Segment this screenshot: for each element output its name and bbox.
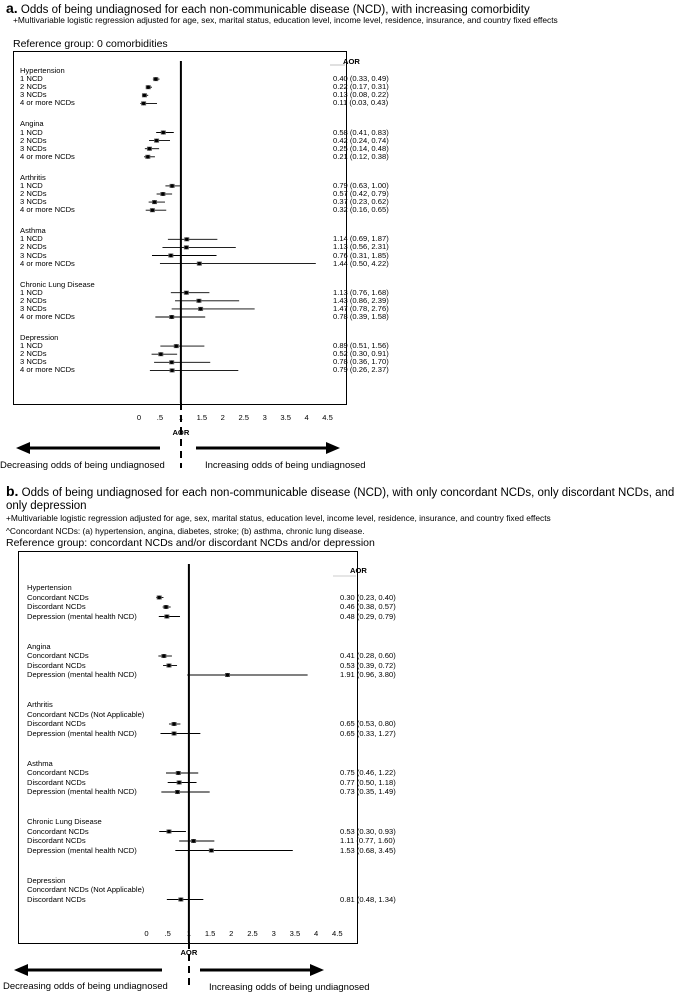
panel-b-row-label: Discordant NCDs [27,777,86,787]
panel-b-group-label: Chronic Lung Disease [27,817,102,826]
panel-a-tick-label: 3 [262,413,267,422]
panel-b-row-label: Discordant NCDs [27,719,86,728]
panel-a-row-label: 2 NCDs [20,242,47,252]
panel-a-title: a. Odds of being undiagnosed for each non-communicable disease (NCD), with increasing comorbidity [6,0,530,16]
panel-a-point-estimate [161,192,164,195]
panel-a-row-aor-value: 0.22 (0.17, 0.31) [333,82,389,92]
panel-b-left-arrow-head [14,964,28,976]
panel-a-group-label: Asthma [20,226,46,236]
panel-a-tick-label: 0 [136,413,142,422]
panel-a-row-aor-value: 0.32 (0.16, 0.65) [333,205,389,215]
panel-a-row-aor-value: 0.89 (0.51, 1.56) [333,341,389,351]
panel-b-row-aor-value: 0.75 (0.46, 1.22) [340,768,396,777]
panel-a-point-estimate [142,102,145,105]
panel-a-row-label: 2 NCDs [20,189,47,198]
panel-b-row-aor-value: 0.41 (0.28, 0.60) [340,651,396,660]
panel-a-row-aor-value: 1.13 (0.76, 1.68) [333,287,389,297]
panel-b-row-label: Concordant NCDs (Not Applicable) [27,709,145,719]
panel-b-point-estimate [162,654,165,657]
panel-b-row-label: Depression (mental health NCD) [27,728,137,738]
panel-b-row-label: Concordant NCDs [27,651,89,660]
panel-b-group-label: Arthritis [27,700,53,709]
panel-b-row-label: Discordant NCDs [27,836,86,845]
panel-a-row-label: 2 NCDs [20,349,47,359]
panel-b-group-label: Asthma [27,758,53,768]
panel-a-group-label: Angina [20,119,44,129]
panel-b-group-label: Angina [27,641,51,651]
panel-a-point-estimate [185,291,188,294]
panel-a-row-label: 3 NCDs [20,303,47,313]
panel-b-point-estimate [172,722,175,725]
panel-a-point-estimate [169,254,172,257]
panel-b-row-label: Concordant NCDs [27,826,89,836]
panel-b-tick-label: 2.5 [247,929,258,938]
panel-a-row-aor-value: 0.57 (0.42, 0.79) [333,189,389,198]
panel-a-point-estimate [197,299,200,302]
panel-b-row-label: Concordant NCDs [27,592,89,602]
panel-b-row-aor-value: 0.30 (0.23, 0.40) [340,592,396,602]
panel-a-row-aor-value: 0.78 (0.39, 1.58) [333,312,389,321]
panel-a-footnote: +Multivariable logistic regression adjusted for age, sex, marital status, education level, income level, residence, insurance, and country fixed effects [13,15,558,25]
panel-a-row-aor-value: 0.76 (0.31, 1.85) [333,250,389,260]
panel-a-row-label: 2 NCDs [20,295,47,305]
panel-a-row-aor-value: 0.78 (0.36, 1.70) [333,357,389,367]
panel-a-point-estimate [155,139,158,142]
panel-a-row-label: 3 NCDs [20,197,47,207]
panel-b-tick-label: 2 [229,929,234,938]
panel-b-point-estimate [226,673,229,676]
panel-a-row-label: 3 NCDs [20,90,47,100]
panel-a-row-aor-value: 0.13 (0.08, 0.22) [333,90,389,100]
panel-b-row-aor-value: 0.81 (0.48, 1.34) [340,894,396,904]
panel-a-row-label: 4 or more NCDs [20,205,75,215]
panel-a-point-estimate [198,262,201,265]
panel-a-left-arrow-label: Decreasing odds of being undiagnosed [0,460,165,471]
panel-b-tick-label: 1.5 [204,929,216,938]
panel-b-row-aor-value: 1.11 (0.77, 1.60) [340,836,396,845]
panel-a-point-estimate [199,307,202,310]
panel-a-reference-group: Reference group: 0 comorbidities [13,38,168,50]
panel-b-row-label: Discordant NCDs [27,660,86,670]
panel-b-point-estimate [158,596,161,599]
panel-b-row-label: Depression (mental health NCD) [27,787,137,796]
panel-b-row-label: Concordant NCDs [27,768,89,777]
panel-b-point-estimate [179,898,182,901]
panel-b-right-arrow-label: Increasing odds of being undiagnosed [209,982,370,993]
panel-a-axis-title: AOR [172,428,190,437]
panel-b-row-label: Depression (mental health NCD) [27,611,137,621]
panel-a-point-estimate [175,344,178,347]
panel-a-row-aor-value: 0.79 (0.63, 1.00) [333,180,389,190]
panel-a-row-aor-value: 0.52 (0.30, 0.91) [333,349,389,359]
panel-a-tick-label: 2.5 [238,413,250,422]
panel-a-point-estimate [143,94,146,97]
panel-a-row-label: 3 NCDs [20,357,47,367]
panel-b-row-label: Discordant NCDs [27,894,86,904]
panel-b-point-estimate [177,781,180,784]
panel-b-axis-title: AOR [180,948,198,957]
panel-a-row-aor-value: 1.14 (0.69, 1.87) [333,234,389,244]
panel-a-tick-label: 1.5 [196,413,208,422]
panel-b-tick-label: 1 [186,929,192,938]
panel-b-left-arrow-label: Decreasing odds of being undiagnosed [3,981,168,992]
panel-b-point-estimate [210,849,213,852]
panel-b-row-label: Discordant NCDs [27,602,86,611]
panel-b-tick-label: 0 [144,929,149,938]
panel-a-row-aor-value: 1.44 (0.50, 4.22) [333,258,389,268]
panel-a-row-label: 1 NCD [20,287,43,297]
panel-a-point-estimate [146,155,149,158]
panel-b-reference-group: Reference group: concordant NCDs and/or discordant NCDs and/or depression [6,537,375,549]
panel-b-tick-label: 3.5 [289,929,301,938]
panel-a-row-label: 4 or more NCDs [20,98,75,108]
panel-a-row-label: 4 or more NCDs [20,258,75,268]
panel-b-row-aor-value: 0.48 (0.29, 0.79) [340,611,396,621]
panel-b-point-estimate [192,839,195,842]
panel-a-row-aor-value: 0.37 (0.23, 0.62) [333,197,389,207]
panel-b-tick-label: 3 [271,929,276,938]
panel-b-row-aor-value: 0.53 (0.30, 0.93) [340,826,396,836]
panel-a-tick-label: 2 [220,413,225,422]
panel-a-point-estimate [185,238,188,241]
panel-a-row-aor-value: 0.58 (0.41, 0.83) [333,127,389,137]
panel-b-aor-column-header: AOR [350,566,367,575]
panel-a-row-label: 1 NCD [20,180,43,190]
panel-b-right-arrow-head [310,964,324,976]
panel-a-point-estimate [153,200,156,203]
panel-a-aor-column-header: AOR [343,57,360,66]
panel-b-point-estimate [167,664,170,667]
panel-b-tick-label: 4 [313,929,319,938]
panel-a-row-label: 1 NCD [20,341,43,351]
panel-a-row-aor-value: 0.21 (0.12, 0.38) [333,151,389,161]
panel-b-group-label: Hypertension [27,583,72,592]
panel-b-footnote-1: +Multivariable logistic regression adjusted for age, sex, marital status, education level, income level, residence, insurance, and country fixed effects [6,513,551,523]
panel-a-point-estimate [162,131,165,134]
panel-a-point-estimate [159,353,162,356]
panel-a-tick-label: 4.5 [322,413,333,422]
panel-a-group-label: Arthritis [20,172,46,182]
panel-b-tick-label: 4.5 [332,929,343,938]
panel-a-tick-label: 3.5 [280,413,291,422]
panel-b-row-aor-value: 1.53 (0.68, 3.45) [340,845,396,855]
panel-b-point-estimate [176,790,179,793]
panel-a-point-estimate [148,147,151,150]
panel-a-row-aor-value: 0.42 (0.24, 0.74) [333,135,389,145]
panel-b-row-aor-value: 0.65 (0.53, 0.80) [340,719,396,728]
panel-a-row-label: 4 or more NCDs [20,365,75,375]
panel-b-title: b. Odds of being undiagnosed for each non-communicable disease (NCD), with only concordant NCDs, only discordant NCDs, and only depression [6,483,675,512]
panel-b-row-aor-value: 0.77 (0.50, 1.18) [340,777,396,787]
panel-a-row-aor-value: 1.13 (0.56, 2.31) [333,242,389,252]
panel-a-point-estimate [170,369,173,372]
panel-b-tick-label: .5 [164,929,171,938]
panel-b-point-estimate [172,732,175,735]
panel-a-tick-label: .5 [156,413,164,422]
panel-b-row-label: Depression (mental health NCD) [27,670,137,679]
panel-a-row-aor-value: 1.43 (0.86, 2.39) [333,295,389,305]
panel-a-row-label: 4 or more NCDs [20,151,75,161]
panel-a-point-estimate [170,184,173,187]
panel-a-point-estimate [185,246,188,249]
panel-a-tick-label: 1 [178,413,184,422]
panel-b-point-estimate [165,615,168,618]
panel-a-group-label: Chronic Lung Disease [20,279,95,289]
panel-b-point-estimate [167,830,170,833]
panel-a-row-label: 2 NCDs [20,135,47,145]
panel-b-row-aor-value: 1.91 (0.96, 3.80) [340,670,396,679]
panel-a-point-estimate [147,86,150,89]
panel-a-row-aor-value: 0.25 (0.14, 0.48) [333,143,389,153]
panel-a-row-label: 2 NCDs [20,82,47,92]
panel-a-point-estimate [154,77,157,80]
panel-a-row-aor-value: 0.11 (0.03, 0.43) [333,98,389,108]
panel-b-footnote-2: ^Concordant NCDs: (a) hypertension, angina, diabetes, stroke; (b) asthma, chronic lung disease. [6,526,365,536]
panel-a-tick-label: 4 [304,413,309,422]
panel-b-row-label: Depression (mental health NCD) [27,845,137,855]
panel-b-row-aor-value: 0.53 (0.39, 0.72) [340,660,396,670]
panel-b-point-estimate [177,771,180,774]
panel-a-row-label: 3 NCDs [20,250,47,260]
panel-a-row-label: 1 NCD [20,74,43,84]
panel-a-row-label: 1 NCD [20,234,43,244]
panel-a-group-label: Hypertension [20,66,65,75]
panel-a-right-arrow-head [326,442,340,454]
panel-b-row-label: Concordant NCDs (Not Applicable) [27,885,145,894]
panel-b-row-aor-value: 0.65 (0.33, 1.27) [340,728,396,738]
panel-b-row-aor-value: 0.73 (0.35, 1.49) [340,787,396,796]
panel-a-row-aor-value: 0.40 (0.33, 0.49) [333,74,389,84]
panel-a-group-label: Depression [20,333,59,342]
panel-a-row-aor-value: 1.47 (0.78, 2.76) [333,303,389,313]
panel-a-row-label: 4 or more NCDs [20,312,75,321]
panel-a-right-arrow-label: Increasing odds of being undiagnosed [205,460,366,471]
panel-a-row-label: 3 NCDs [20,143,47,153]
panel-b-row-aor-value: 0.46 (0.38, 0.57) [340,602,396,611]
panel-a-point-estimate [170,361,173,364]
panel-a-point-estimate [151,209,154,212]
panel-a-row-label: 1 NCD [20,127,43,137]
panel-b-group-label: Depression [27,875,66,885]
panel-b-point-estimate [164,605,167,608]
panel-a-row-aor-value: 0.79 (0.26, 2.37) [333,365,389,375]
panel-a-left-arrow-head [16,442,30,454]
panel-a-point-estimate [170,315,173,318]
